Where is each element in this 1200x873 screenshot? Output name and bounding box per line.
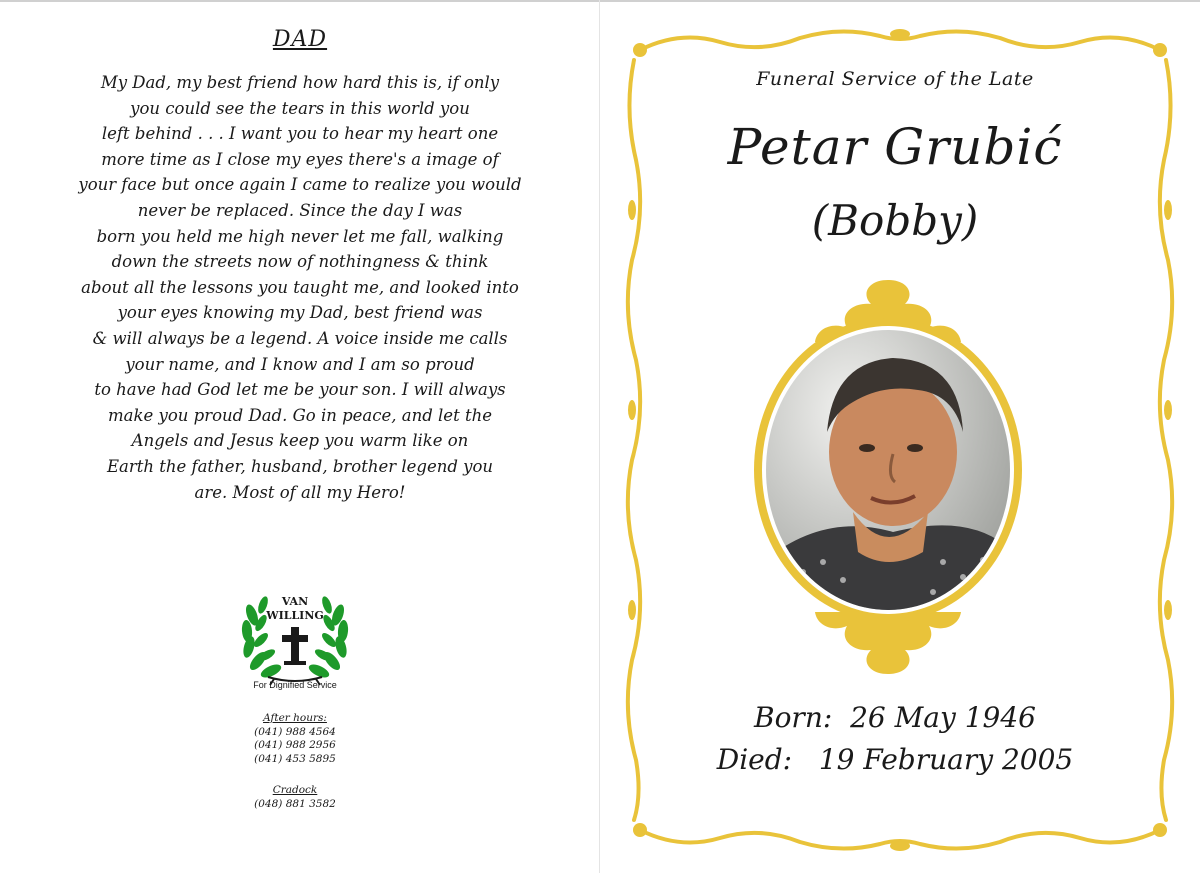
poem-line: your eyes knowing my Dad, best friend was bbox=[117, 303, 483, 323]
died-label: Died: bbox=[716, 743, 793, 776]
poem-line: born you held me high never let me fall, walking bbox=[96, 226, 504, 246]
poem-line: never be replaced. Since the day I was bbox=[137, 200, 463, 220]
poem-line: Earth the father, husband, brother legend you bbox=[106, 456, 494, 476]
born-date: 26 May 1946 bbox=[850, 701, 1036, 734]
poem-line: about all the lessons you taught me, and looked into bbox=[81, 277, 519, 297]
contact-details bbox=[200, 712, 390, 811]
left-laurel-branch bbox=[241, 595, 283, 680]
born-label: Born: bbox=[754, 701, 833, 734]
poem-line: to have had God let me be your son. I will always bbox=[94, 380, 506, 400]
phone-number: (041) 988 2956 bbox=[254, 739, 336, 751]
funeral-home-logo bbox=[230, 565, 360, 695]
poem-line: are. Most of all my Hero! bbox=[194, 482, 406, 502]
poem-line: you could see the tears in this world you bbox=[130, 98, 470, 118]
poem-line: your face but once again I came to realize you would bbox=[78, 175, 522, 195]
phone-number: (041) 988 4564 bbox=[254, 725, 336, 738]
cradock-label: Cradock bbox=[272, 784, 318, 796]
cross-icon bbox=[282, 627, 308, 665]
logo-tagline: For Dignified Service bbox=[253, 680, 337, 690]
died-row bbox=[600, 739, 1190, 781]
phone-number: (041) 453 5895 bbox=[254, 752, 336, 765]
portrait-medallion bbox=[743, 262, 1033, 692]
born-row bbox=[600, 697, 1190, 739]
poem-line: My Dad, my best friend how hard this is, if only bbox=[100, 73, 500, 92]
poem-line: more time as I close my eyes there's a image of bbox=[101, 149, 499, 169]
died-date: 19 February 2005 bbox=[818, 743, 1074, 776]
service-heading: Funeral Service of the Late bbox=[756, 68, 1034, 90]
laurel-wreath-cross-icon bbox=[230, 565, 360, 695]
logo-wordmark-top: VAN bbox=[281, 595, 309, 608]
poem-line: Angels and Jesus keep you warm like on bbox=[131, 431, 469, 451]
poem-line: left behind . . . I want you to hear my heart one bbox=[101, 124, 499, 144]
poem bbox=[60, 70, 540, 505]
logo-wordmark-bottom: WILLING bbox=[266, 609, 324, 622]
deceased-name: Petar Grubić bbox=[727, 118, 1063, 176]
after-hours-label: After hours: bbox=[263, 712, 327, 724]
poem-title: DAD bbox=[272, 27, 328, 52]
phone-number: (048) 881 3582 bbox=[254, 797, 336, 810]
life-dates bbox=[600, 697, 1190, 781]
deceased-nickname: (Bobby) bbox=[811, 196, 979, 245]
right-laurel-branch bbox=[307, 595, 349, 680]
poem-line: your name, and I know and I am so proud bbox=[125, 354, 475, 374]
poem-line: make you proud Dad. Go in peace, and let the bbox=[108, 405, 492, 425]
poem-line: down the streets now of nothingness & think bbox=[111, 252, 489, 272]
poem-line: & will always be a legend. A voice inside me calls bbox=[92, 328, 508, 348]
